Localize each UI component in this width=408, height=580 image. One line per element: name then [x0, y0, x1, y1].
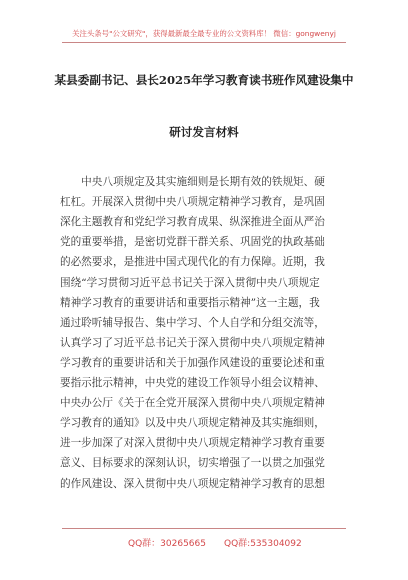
body-line: 中央办公厅《关于在全党开展深入贯彻中央八项规定精神 — [60, 397, 325, 410]
body-line: 学习教育的重要讲话和关于加强作风建设的重要论述和重 — [60, 356, 325, 369]
document-title-line-2: 研讨发言材料 — [169, 125, 239, 139]
footer-qq-group-2: QQ群:535304092 — [224, 539, 302, 549]
body-line: 围绕“学习贯彻习近平总书记关于深入贯彻中央八项规定 — [60, 276, 320, 289]
footer-qq-group-1: QQ群：30265665 — [128, 539, 206, 549]
header-rule — [62, 42, 346, 43]
document-title-line-1: 某县委副书记、县长2025年学习教育读书班作风建设集中 — [54, 73, 354, 87]
body-line: 认真学习了习近平总书记关于深入贯彻中央八项规定精神 — [60, 336, 325, 349]
body-line: 意义、目标要求的深刻认识，切实增强了一以贯之加强党 — [60, 457, 325, 470]
footer-rule — [62, 528, 346, 529]
header-note: 关注头条号"公文研究"，获得最新最全最专业的公文资料库！ 微信：gongwenyj — [72, 29, 336, 38]
body-line: 杠杠。开展深入贯彻中央八项规定精神学习教育，是巩固 — [60, 196, 325, 209]
body-line: 精神学习教育的重要讲话和重要指示精神”这一主题，我 — [60, 296, 320, 309]
body-line: 的作风建设、深入贯彻中央八项规定精神学习教育的思想 — [60, 477, 325, 490]
body-line: 进一步加深了对深入贯彻中央八项规定精神学习教育重要 — [60, 437, 325, 450]
body-line: 要指示批示精神，中央党的建设工作领导小组会议精神、 — [60, 377, 325, 389]
body-line: 的必然要求，是推进中国式现代化的有力保障。近期，我 — [60, 256, 325, 269]
body-line: 党的重要举措，是密切党群干群关系、巩固党的执政基础 — [60, 236, 325, 249]
body-line: 学习教育的通知》以及中央八项规定精神及其实施细则， — [60, 417, 325, 430]
body-line: 中央八项规定及其实施细则是长期有效的铁规矩、硬 — [60, 176, 325, 188]
body-line: 通过聆听辅导报告、集中学习、个人自学和分组交流等， — [60, 316, 325, 329]
body-line: 深化主题教育和党纪学习教育成果、纵深推进全面从严治 — [60, 216, 325, 229]
